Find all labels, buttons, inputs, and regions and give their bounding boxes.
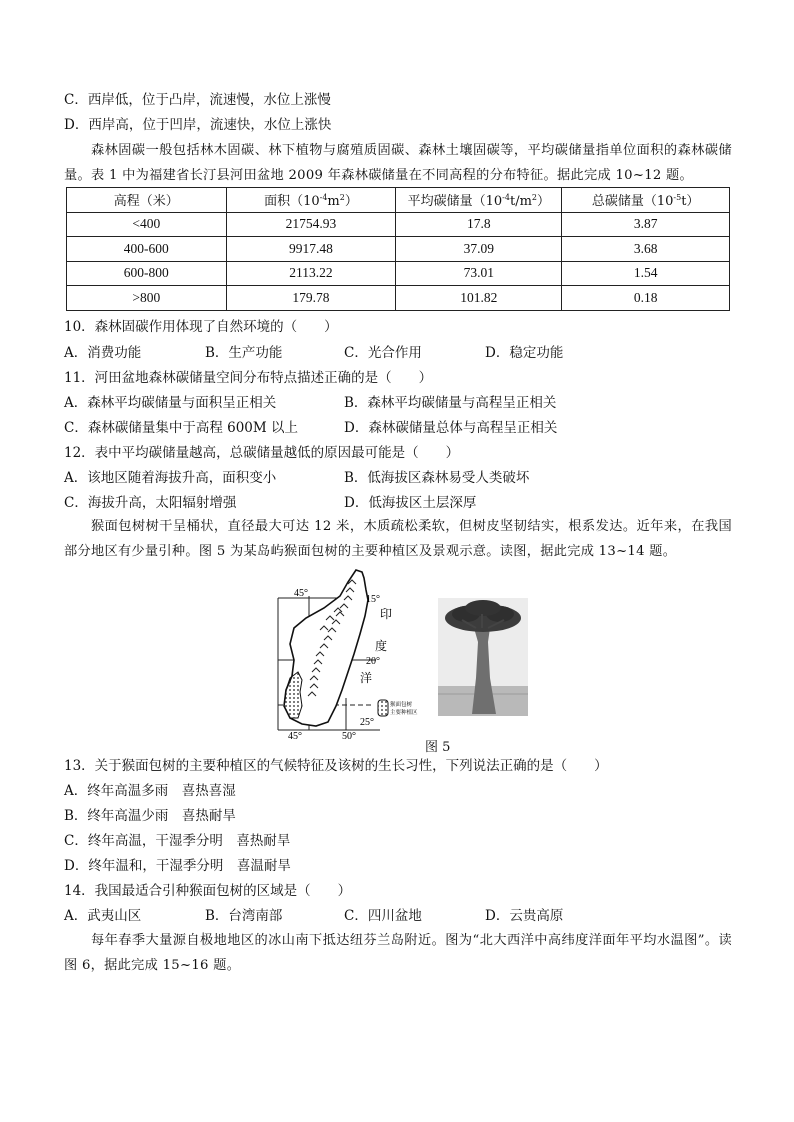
legend-swatch [378,700,388,716]
label-lon-45-bottom: 45° [288,731,302,740]
q14-option-a: A．武夷山区 [64,908,142,924]
cell-elevation: <400 [67,212,227,237]
q10-option-c: C．光合作用 [344,345,422,361]
figure-5 [276,568,536,744]
question-12-stem: 12．表中平均碳储量越高，总碳储量越低的原因最可能是（ ） [64,445,460,461]
cell-area: 179.78 [226,286,396,311]
question-13-stem: 13．关于猴面包树的主要种植区的气候特征及该树的生长习性，下列说法正确的是（ ） [64,758,608,774]
question-11-stem: 11．河田盆地森林碳储量空间分布特点描述正确的是（ ） [64,370,433,386]
q12-option-c: C．海拔升高，太阳辐射增强 [64,495,237,511]
q14-option-b: B．台湾南部 [205,908,283,924]
header-elevation: 高程（米） [67,188,227,213]
label-lat-25: 25° [360,717,374,728]
q10-option-d: D．稳定功能 [485,345,564,361]
q14-option-d: D．云贵高原 [485,908,564,924]
label-lon-45-top: 45° [294,588,308,599]
q12-option-a: A．该地区随着海拔升高，面积变小 [64,470,277,486]
cell-area: 9917.48 [226,237,396,262]
label-lon-50: 50° [342,731,356,740]
madagascar-map [276,568,536,740]
q11-option-a: A．森林平均碳储量与面积呈正相关 [64,395,277,411]
q13-option-d: D．终年温和，干湿季分明 喜温耐旱 [64,858,291,874]
q10-option-b: B．生产功能 [205,345,283,361]
cell-avg: 73.01 [396,261,562,286]
table-row [67,261,730,286]
label-lat-20: 20° [366,656,380,667]
q11-option-d: D．森林碳储量总体与高程呈正相关 [344,420,558,436]
q11-option-b: B．森林平均碳储量与高程呈正相关 [344,395,557,411]
table-row [67,286,730,311]
label-ocean-3: 洋 [360,671,373,685]
cell-total: 0.18 [562,286,730,311]
q13-option-c: C．终年高温，干湿季分明 喜热耐旱 [64,833,291,849]
q13-option-a: A．终年高温多雨 喜热喜湿 [64,783,236,799]
header-total-carbon: 总碳储量$(10^{-5}t)$ [562,188,730,213]
legend-label-1: 猴面包树 [390,702,413,708]
header-area: 面积$(10^{-4}m^2)$ [226,188,396,213]
q12-option-d: D．低海拔区土层深厚 [344,495,477,511]
q13-option-b: B．终年高温少雨 喜热耐旱 [64,808,236,824]
cell-avg: 101.82 [396,286,562,311]
forest-carbon-table [66,187,730,311]
q12-option-b: B．低海拔区森林易受人类破坏 [344,470,530,486]
question-14-stem: 14．我国最适合引种猴面包树的区域是（ ） [64,883,352,899]
cell-avg: 17.8 [396,212,562,237]
question-10-stem: 10．森林固碳作用体现了自然环境的（ ） [64,319,338,335]
figure-5-caption: 图 5 [425,740,451,755]
cell-total: 3.68 [562,237,730,262]
cell-area: 2113.22 [226,261,396,286]
cell-elevation: >800 [67,286,227,311]
cell-elevation: 600-800 [67,261,227,286]
cell-total: 3.87 [562,212,730,237]
legend-label-2: 主要种植区 [390,710,418,716]
cell-total: 1.54 [562,261,730,286]
label-lat-15: 15° [366,594,380,605]
q10-option-a: A．消费功能 [64,345,142,361]
label-ocean-1: 印 [380,607,393,621]
cell-avg: 37.09 [396,237,562,262]
label-ocean-2: 度 [375,639,388,653]
passage-iceberg: 每年春季大量源自极地地区的冰山南下抵达纽芬兰岛附近。图为“北大西洋中高纬度洋面年平均水温图”。读图 6，据此完成 15~16 题。 [64,933,732,973]
cell-area: 21754.93 [226,212,396,237]
table-row [67,212,730,237]
baobab-planting-region [284,672,302,718]
passage-baobab: 猴面包树树干呈桶状，直径最大可达 12 米，木质疏松柔软，但树皮坚韧结实，根系发达。近年来，在我国部分地区有少量引种。图 5 为某岛屿猴面包树的主要种植区及景观示意。读图，据此完成 13~14 题。 [64,519,732,559]
table-row [67,237,730,262]
cell-elevation: 400-600 [67,237,227,262]
option-d-previous: D．西岸高，位于凹岸，流速快，水位上涨快 [64,117,332,133]
q11-option-c: C．森林碳储量集中于高程 600M 以上 [64,420,299,436]
passage-forest-carbon: 森林固碳一般包括林木固碳、林下植物与腐殖质固碳、森林土壤固碳等，平均碳储量指单位面积的森林碳储量。表 1 中为福建省长汀县河田盆地 2009 年森林碳储量在不同高程的分布特征。据此完成 10~12 题。 [64,143,732,183]
option-c-previous: C．西岸低，位于凸岸，流速慢，水位上涨慢 [64,92,331,108]
baobab-tree-photo [438,598,528,716]
q14-option-c: C．四川盆地 [344,908,422,924]
table-header-row [67,188,730,213]
header-avg-carbon: 平均碳储量$(10^{-4}t/m^2)$ [396,188,562,213]
